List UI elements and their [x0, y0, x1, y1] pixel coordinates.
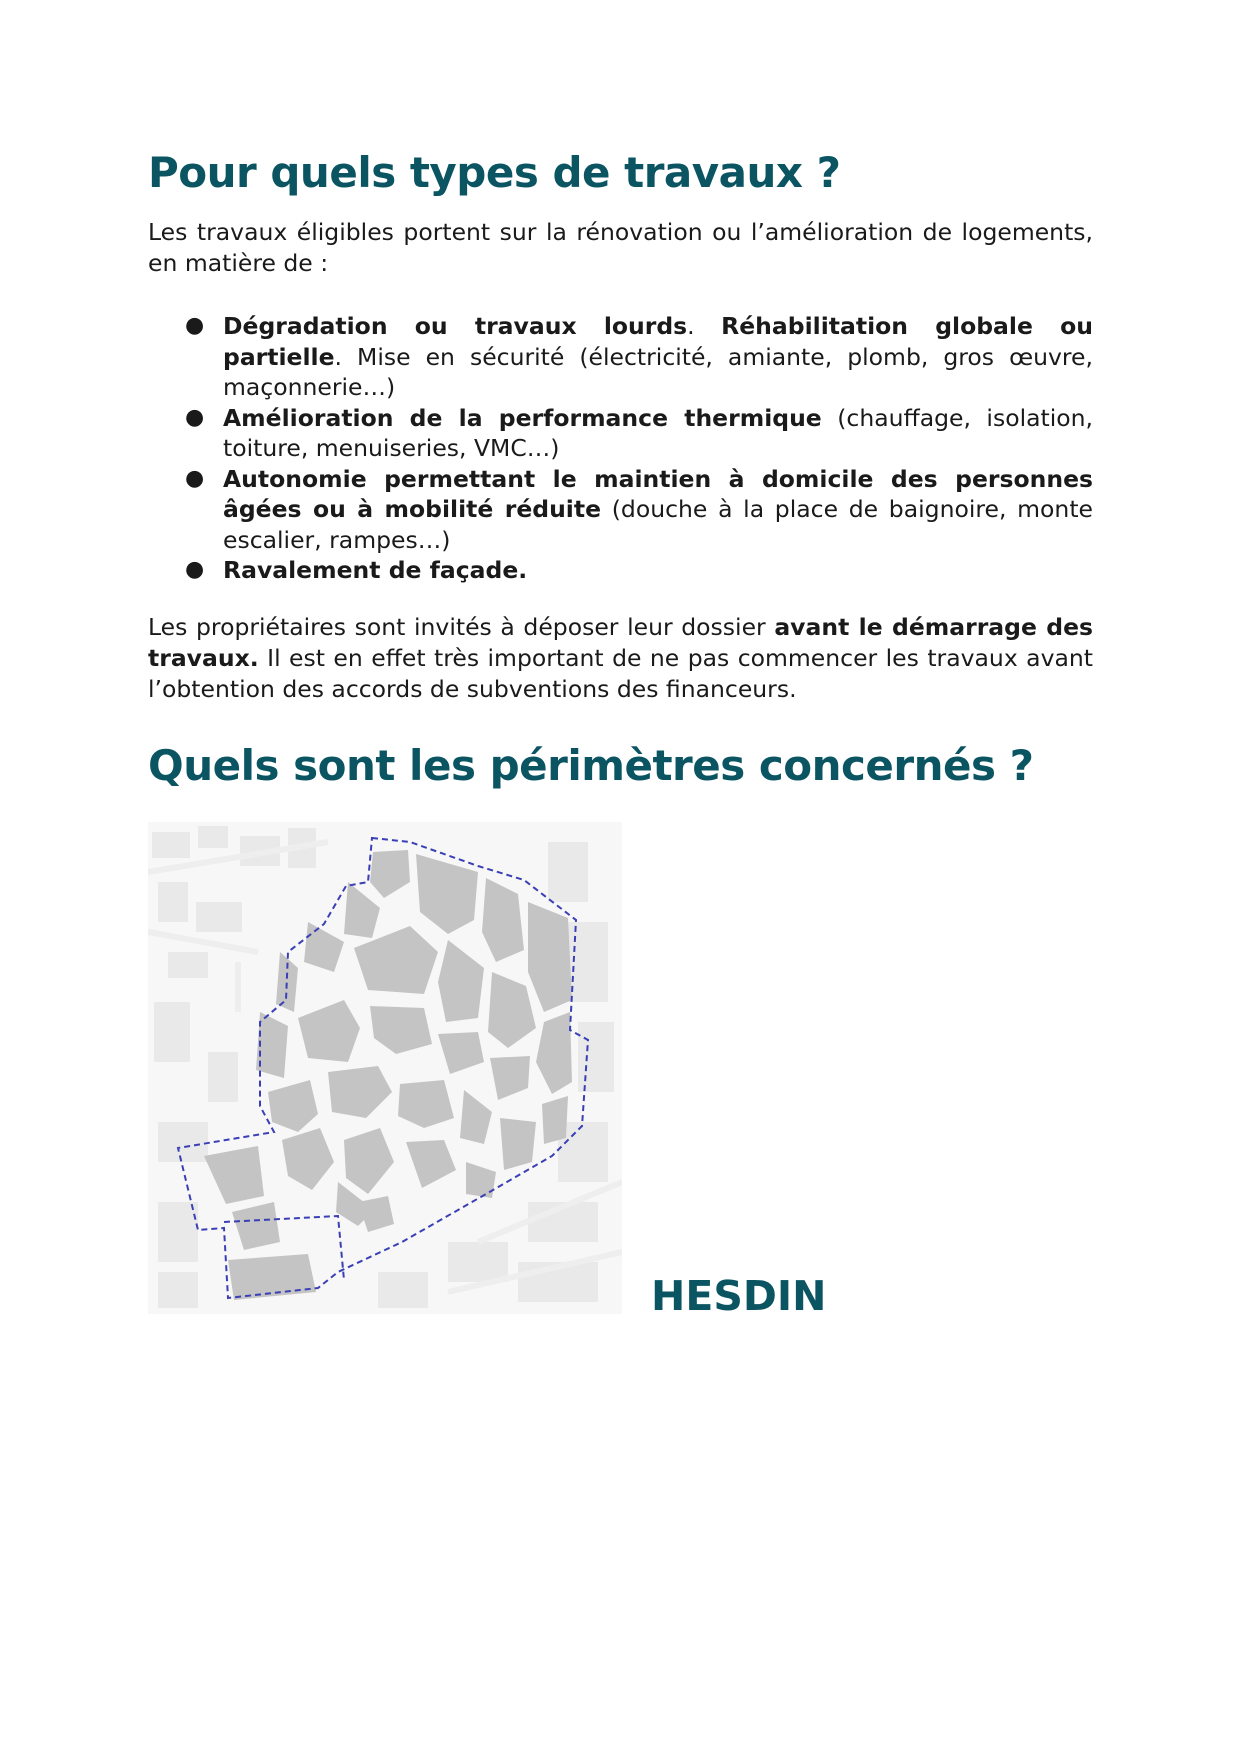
map-graphic — [148, 822, 622, 1314]
perimeter-map — [148, 822, 622, 1314]
list-item — [148, 311, 1093, 403]
item-separator: . — [687, 312, 722, 340]
list-item — [148, 403, 1093, 464]
section-title-travaux: Pour quels types de travaux ? — [148, 148, 841, 197]
outro-bold-text: avant le démarrage des travaux. — [148, 613, 1093, 672]
item-bold-text: Amélioration de la performance thermique — [223, 403, 822, 432]
item-bold-text: Autonomie permettant le maintien à domicile des personnes âgées ou à mobilité réduite — [223, 464, 1093, 523]
item-bold-text: Réhabilitation globale ou partielle — [223, 312, 1093, 371]
outro-paragraph — [148, 612, 1093, 705]
map-label-hesdin: HESDIN — [651, 1272, 827, 1320]
item-text: (douche à la place de baignoire, monte escalier, rampes…) — [223, 495, 1093, 554]
list-item — [148, 464, 1093, 556]
item-text: (chauffage, isolation, toiture, menuiseries, VMC…) — [223, 403, 1093, 462]
outro-text: Il est en effet très important de ne pas commencer les travaux avant l’obtention des accords de subventions des financeurs. — [148, 644, 1093, 703]
intro-paragraph: Les travaux éligibles portent sur la rénovation ou l’amélioration de logements, en matière de : — [148, 218, 1093, 277]
bullet-icon: ● — [185, 404, 205, 430]
outro-text: Les propriétaires sont invités à déposer leur dossier — [148, 613, 775, 641]
bullet-icon: ● — [185, 313, 205, 338]
list-item — [148, 555, 1093, 586]
works-list — [148, 311, 1093, 586]
section-title-perimetres: Quels sont les périmètres concernés ? — [148, 741, 1034, 790]
bullet-icon: ● — [185, 465, 205, 491]
item-bold-text: Dégradation ou travaux lourds — [223, 312, 688, 340]
item-bold-text: Ravalement de façade. — [223, 556, 528, 584]
bullet-icon: ● — [185, 557, 205, 582]
item-text: . Mise en sécurité (électricité, amiante, plomb, gros œuvre, maçonnerie…) — [223, 342, 1093, 401]
